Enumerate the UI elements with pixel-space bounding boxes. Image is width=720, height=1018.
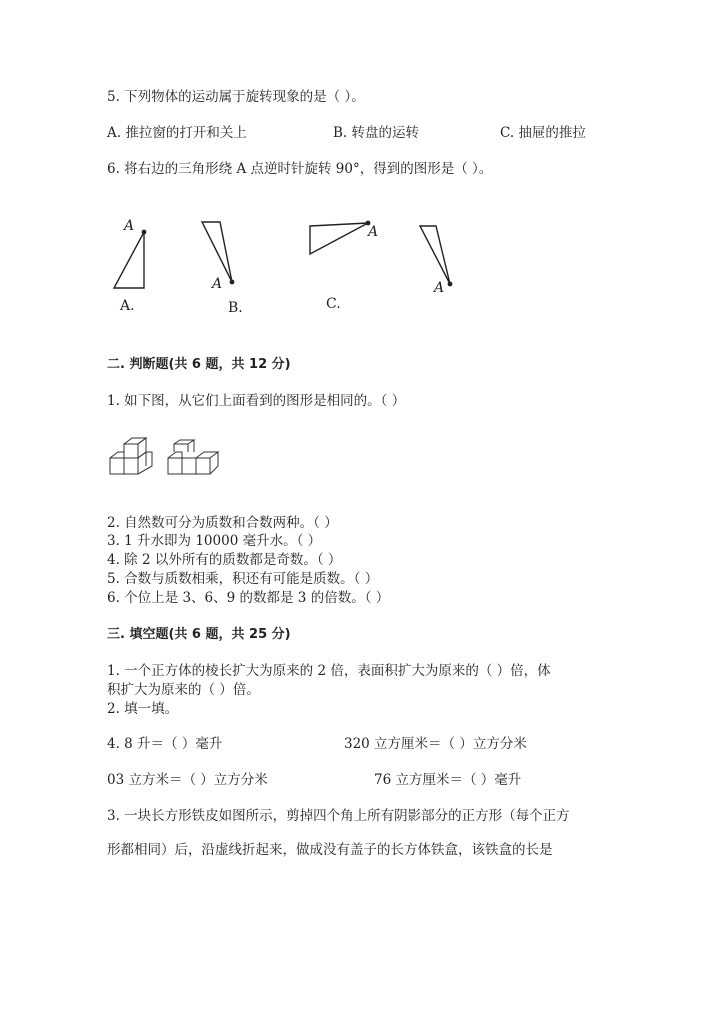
caption-b: B. bbox=[228, 300, 243, 316]
point-label-a: A bbox=[124, 218, 135, 234]
caption-c: C. bbox=[326, 296, 341, 312]
point-label-b: A bbox=[212, 276, 223, 292]
point-label-original: A bbox=[434, 280, 445, 296]
question-6-stem: 6. 将右边的三角形绕 A 点逆时针旋转 90°，得到的图形是（ ）。 bbox=[107, 161, 493, 177]
fill-question-3-line-2: 形都相同）后，沿虚线折起来，做成没有盖子的长方体铁盒，该铁盒的长是 bbox=[107, 842, 553, 858]
triangle-b-shape bbox=[198, 218, 248, 298]
point-label-c: A bbox=[368, 224, 379, 240]
section-2-title: 二. 判断题(共 6 题，共 12 分) bbox=[107, 357, 291, 372]
fill-question-1-line-1: 1. 一个正方体的棱长扩大为原来的 2 倍，表面积扩大为原来的（ ）倍，体 bbox=[107, 663, 551, 679]
judge-question-4: 4. 除 2 以外所有的质数都是奇数。（ ） bbox=[107, 552, 342, 568]
question-5-option-c: C. 抽屉的推拉 bbox=[500, 125, 586, 141]
question-5-option-b: B. 转盘的运转 bbox=[333, 125, 420, 141]
judge-question-2: 2. 自然数可分为质数和合数两种。（ ） bbox=[107, 515, 338, 531]
fill-blank-2: 320 立方厘米＝（ ）立方分米 bbox=[344, 736, 527, 752]
judge-question-1: 1. 如下图，从它们上面看到的图形是相同的。（ ） bbox=[107, 393, 406, 409]
fill-question-3-line-1: 3. 一块长方形铁皮如图所示，剪掉四个角上所有阴影部分的正方形（每个正方 bbox=[107, 808, 570, 824]
judge-question-3: 3. 1 升水即为 10000 毫升水。（ ） bbox=[107, 533, 322, 549]
fill-blank-3: 03 立方米＝（ ）立方分米 bbox=[107, 772, 268, 788]
fill-blank-4: 76 立方厘米＝（ ）毫升 bbox=[374, 772, 522, 788]
fill-question-1-line-2: 积扩大为原来的（ ）倍。 bbox=[107, 682, 260, 698]
fill-blank-1: 4. 8 升＝（ ）毫升 bbox=[107, 736, 223, 752]
judge-question-5: 5. 合数与质数相乘，积还有可能是质数。（ ） bbox=[107, 571, 379, 587]
triangle-a-shape bbox=[110, 226, 150, 306]
question-5-option-a: A. 推拉窗的打开和关上 bbox=[107, 125, 247, 141]
judge-question-6: 6. 个位上是 3、6、9 的数都是 3 的倍数。（ ） bbox=[107, 590, 390, 606]
caption-a: A. bbox=[120, 298, 135, 314]
section-3-title: 三. 填空题(共 6 题，共 25 分) bbox=[107, 627, 291, 642]
cube-figures bbox=[108, 440, 218, 480]
question-5-stem: 5. 下列物体的运动属于旋转现象的是（ ）。 bbox=[107, 89, 365, 105]
fill-question-2: 2. 填一填。 bbox=[107, 701, 179, 717]
